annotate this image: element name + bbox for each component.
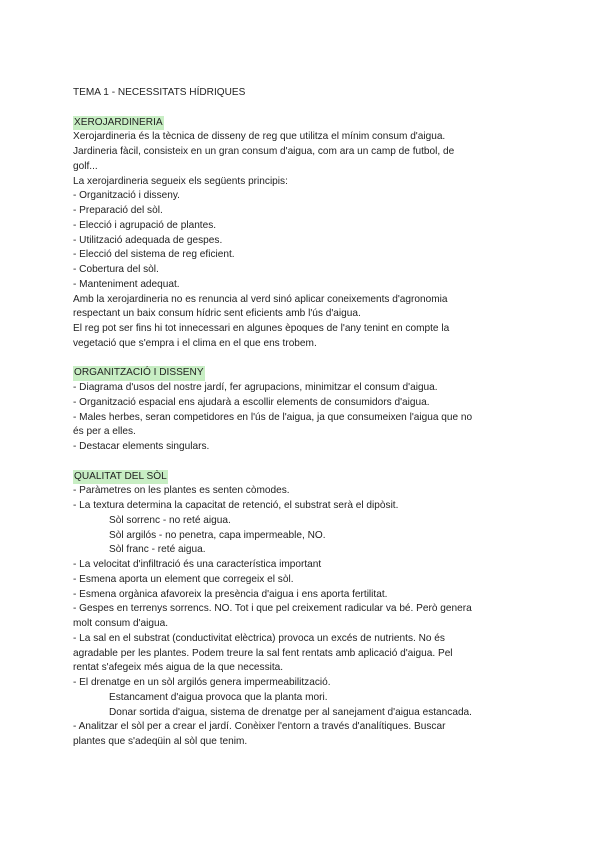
- sub-item: Sòl franc - reté aigua.: [109, 544, 206, 556]
- list-item: - Elecció i agrupació de plantes.: [73, 219, 217, 231]
- list-item: - El drenatge en un sòl argilós genera impermeabilització.: [73, 677, 331, 688]
- paragraph-line: La xerojardineria segueix els següents principis:: [73, 175, 288, 187]
- list-item: - Organització i disseny.: [73, 190, 180, 202]
- sub-item: Donar sortida d'aigua, sistema de drenatge per al sanejament d'aigua estancada.: [109, 706, 472, 718]
- list-item: - La textura determina la capacitat de retenció, el substrat serà el dipòsit.: [73, 500, 399, 511]
- list-item: plantes que s'adeqüin al sòl que tenim.: [73, 736, 248, 747]
- paragraph-line: Amb la xerojardineria no es renuncia al verd sinó aplicar coneixements d'agronomia: [73, 293, 448, 305]
- list-item: - Destacar elements singulars.: [73, 441, 210, 452]
- list-item: - Organització espacial ens ajudarà a escollir elements de consumidors d'aigua.: [73, 396, 430, 408]
- list-item: - Gespes en terrenys sorrencs. NO. Tot i que pel creixement radicular va bé. Però genera: [73, 603, 472, 615]
- paragraph-line: El reg pot ser fins hi tot innecessari en algunes èpoques de l'any tenint en compte la: [73, 323, 450, 334]
- list-item: - Paràmetres on les plantes es senten còmodes.: [73, 485, 290, 497]
- sub-item: Estancament d'aigua provoca que la planta mori.: [109, 691, 328, 703]
- sub-item: Sòl argilós - no penetra, capa impermeable, NO.: [109, 529, 326, 541]
- section-qualitat-del-sol: [73, 470, 543, 750]
- paragraph-line: Jardineria fàcil, consisteix en un gran consum d'aigua, com ara un camp de futbol, de: [73, 146, 455, 157]
- list-item: molt consum d'aigua.: [73, 618, 169, 629]
- list-item: - Esmena aporta un element que corregeix el sòl.: [73, 573, 294, 585]
- list-item: - Preparació del sòl.: [73, 205, 163, 216]
- list-item: - La sal en el substrat (conductivitat elèctrica) provoca un excés de nutrients. No és: [73, 632, 445, 644]
- document-body: [73, 86, 543, 750]
- sub-item: Sòl sorrenc - no reté aigua.: [109, 514, 231, 526]
- section-heading: ORGANITZACIÓ I DISSENY: [73, 366, 205, 381]
- paragraph-line: Xerojardineria és la tècnica de disseny de reg que utilitza el mínim consum d'aigua.: [73, 131, 446, 143]
- list-item: rentat s'afegeix més aigua de la que necessita.: [73, 662, 284, 674]
- list-item: agradable per les plantes. Podem treure la sal fent rentats amb aplicació d'aigua. Pel: [73, 647, 453, 659]
- section-xerojardineria: [73, 116, 543, 352]
- list-item: - Analitzar el sòl per a crear el jardí. Conèixer l'entorn a través d'analítiques. Buscar: [73, 721, 446, 733]
- list-item: - Utilització adequada de gespes.: [73, 234, 223, 246]
- section-heading: QUALITAT DEL SÒL: [73, 470, 168, 485]
- page-title: TEMA 1 - NECESSITATS HÍDRIQUES: [73, 87, 246, 98]
- list-item: és per a elles.: [73, 426, 136, 438]
- section-organitzacio-i-disseny: [73, 366, 543, 455]
- list-item: - Elecció del sistema de reg eficient.: [73, 249, 235, 261]
- section-heading: XEROJARDINERIA: [73, 116, 164, 131]
- paragraph-line: vegetació que s'empra i el clima en el que ens trobem.: [73, 337, 317, 349]
- paragraph-line: respectant un baix consum hídric sent eficients amb l'ús d'aigua.: [73, 308, 361, 320]
- list-item: - La velocitat d'infiltració és una característica important: [73, 559, 322, 570]
- list-item: - Cobertura del sòl.: [73, 264, 159, 275]
- list-item: - Diagrama d'usos del nostre jardí, fer agrupacions, minimitzar el consum d'aigua.: [73, 382, 438, 393]
- list-item: - Manteniment adequat.: [73, 278, 180, 290]
- list-item: - Esmena orgànica afavoreix la presència d'aigua i ens aporta fertilitat.: [73, 588, 388, 600]
- paragraph-line: golf...: [73, 160, 98, 172]
- list-item: - Males herbes, seran competidores en l'ús de l'aigua, ja que consumeixen l'aigua que no: [73, 411, 473, 423]
